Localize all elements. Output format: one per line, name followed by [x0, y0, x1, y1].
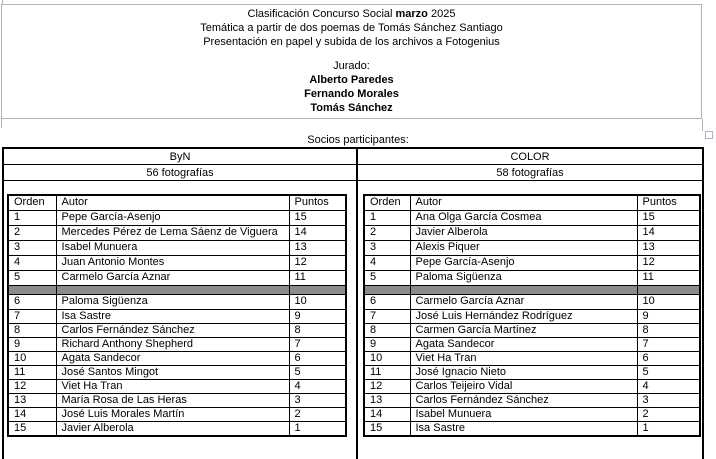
- orden-cell: 11: [8, 365, 56, 379]
- jury-member: Alberto Paredes: [309, 74, 394, 86]
- separator-row: [8, 285, 346, 294]
- autor-cell: Javier Alberola: [56, 421, 289, 436]
- orden-cell: 15: [8, 421, 56, 436]
- puntos-cell: 12: [637, 255, 700, 270]
- puntos-column-header: Puntos: [637, 195, 700, 210]
- puntos-cell: 9: [289, 309, 346, 323]
- autor-cell: Agata Sandecor: [56, 351, 289, 365]
- spacer: [2, 49, 701, 59]
- autor-cell: Agata Sandecor: [410, 337, 637, 351]
- table-row: [364, 255, 700, 270]
- photo-count-byn: 56 fotografías: [4, 165, 356, 181]
- separator-cell: [8, 285, 56, 294]
- orden-column-header: Orden: [364, 195, 410, 210]
- autor-cell: Juan Antonio Montes: [56, 255, 289, 270]
- orden-cell: 9: [8, 337, 56, 351]
- orden-cell: 6: [8, 294, 56, 309]
- column-header-row: [364, 195, 700, 210]
- puntos-cell: 3: [637, 393, 700, 407]
- table-row: [364, 309, 700, 323]
- puntos-cell: 13: [637, 240, 700, 255]
- jury-member: Fernando Morales: [304, 88, 399, 100]
- orden-cell: 5: [364, 270, 410, 285]
- autor-column-header: Autor: [410, 195, 637, 210]
- header-box: [1, 4, 702, 119]
- orden-cell: 12: [364, 379, 410, 393]
- jury-member: Tomás Sánchez: [310, 102, 393, 114]
- section-color: [358, 149, 702, 459]
- table-row: [8, 351, 346, 365]
- table-row: [8, 407, 346, 421]
- document-title: Clasificación Concurso Social marzo 2025: [247, 8, 456, 20]
- orden-cell: 4: [8, 255, 56, 270]
- document-subtitle-presentation: Presentación en papel y subida de los archivos a Fotogenius: [203, 36, 500, 48]
- autor-cell: Carmen García Martínez: [410, 323, 637, 337]
- separator-row: [364, 285, 700, 294]
- autor-cell: Javier Alberola: [410, 225, 637, 240]
- table-row: [364, 270, 700, 285]
- puntos-cell: 10: [289, 294, 346, 309]
- table-row: [8, 309, 346, 323]
- orden-cell: 8: [8, 323, 56, 337]
- puntos-cell: 8: [637, 323, 700, 337]
- table-row: [8, 379, 346, 393]
- table-row: [364, 294, 700, 309]
- autor-cell: Isabel Munuera: [410, 407, 637, 421]
- orden-cell: 12: [8, 379, 56, 393]
- orden-cell: 2: [8, 225, 56, 240]
- separator-cell: [364, 285, 410, 294]
- table-row: [8, 393, 346, 407]
- separator-cell: [410, 285, 637, 294]
- orden-cell: 10: [364, 351, 410, 365]
- table-row: [364, 421, 700, 436]
- orden-cell: 1: [364, 210, 410, 225]
- puntos-cell: 7: [289, 337, 346, 351]
- ranking-table-color: [363, 194, 701, 437]
- photo-count-color: 58 fotografías: [358, 165, 702, 181]
- orden-cell: 2: [364, 225, 410, 240]
- autor-cell: María Rosa de Las Heras: [56, 393, 289, 407]
- table-row: [364, 225, 700, 240]
- puntos-cell: 1: [637, 421, 700, 436]
- table-row: [8, 421, 346, 436]
- orden-cell: 14: [8, 407, 56, 421]
- puntos-cell: 6: [637, 351, 700, 365]
- orden-column-header: Orden: [8, 195, 56, 210]
- puntos-cell: 14: [637, 225, 700, 240]
- autor-cell: Carmelo García Aznar: [56, 270, 289, 285]
- orden-cell: 6: [364, 294, 410, 309]
- table-row: [364, 351, 700, 365]
- puntos-cell: 11: [289, 270, 346, 285]
- page-frame-stub-right: [702, 119, 703, 131]
- separator-cell: [56, 285, 289, 294]
- autor-cell: Ana Olga García Cosmea: [410, 210, 637, 225]
- orden-cell: 7: [364, 309, 410, 323]
- separator-cell: [289, 285, 346, 294]
- orden-cell: 13: [8, 393, 56, 407]
- puntos-cell: 6: [289, 351, 346, 365]
- puntos-cell: 12: [289, 255, 346, 270]
- orden-cell: 15: [364, 421, 410, 436]
- puntos-cell: 1: [289, 421, 346, 436]
- puntos-cell: 8: [289, 323, 346, 337]
- table-row: [364, 393, 700, 407]
- puntos-cell: 15: [637, 210, 700, 225]
- autor-cell: Isa Sastre: [410, 421, 637, 436]
- orden-cell: 5: [8, 270, 56, 285]
- autor-cell: Pepe García-Asenjo: [56, 210, 289, 225]
- autor-cell: Isa Sastre: [56, 309, 289, 323]
- table-row: [364, 210, 700, 225]
- puntos-cell: 7: [637, 337, 700, 351]
- table-row: [8, 240, 346, 255]
- puntos-cell: 2: [637, 407, 700, 421]
- puntos-cell: 10: [637, 294, 700, 309]
- table-row: [364, 379, 700, 393]
- puntos-cell: 5: [637, 365, 700, 379]
- document-subtitle-theme: Temática a partir de dos poemas de Tomás Sánchez Santiago: [200, 22, 503, 34]
- puntos-cell: 14: [289, 225, 346, 240]
- autor-cell: Viet Ha Tran: [410, 351, 637, 365]
- table-row: [8, 365, 346, 379]
- puntos-cell: 4: [637, 379, 700, 393]
- ranking-wrap-byn: [7, 194, 356, 437]
- autor-cell: José Ignacio Nieto: [410, 365, 637, 379]
- table-row: [8, 270, 346, 285]
- table-row: [8, 255, 346, 270]
- ranking-wrap-color: [363, 194, 702, 437]
- table-row: [364, 407, 700, 421]
- puntos-cell: 2: [289, 407, 346, 421]
- orden-cell: 7: [8, 309, 56, 323]
- table-row: [8, 210, 346, 225]
- category-header-byn: ByN: [4, 149, 356, 165]
- orden-cell: 1: [8, 210, 56, 225]
- autor-column-header: Autor: [56, 195, 289, 210]
- puntos-cell: 11: [637, 270, 700, 285]
- autor-cell: Carlos Teijeiro Vidal: [410, 379, 637, 393]
- table-row: [364, 323, 700, 337]
- autor-cell: José Santos Mingot: [56, 365, 289, 379]
- autor-cell: Carlos Fernández Sánchez: [410, 393, 637, 407]
- puntos-column-header: Puntos: [289, 195, 346, 210]
- autor-cell: José Luis Morales Martín: [56, 407, 289, 421]
- puntos-cell: 3: [289, 393, 346, 407]
- orden-cell: 3: [8, 240, 56, 255]
- jury-label: Jurado:: [333, 60, 370, 72]
- autor-cell: Richard Anthony Shepherd: [56, 337, 289, 351]
- ranking-table-byn: [7, 194, 347, 437]
- section-byn: [4, 149, 358, 459]
- table-row: [8, 225, 346, 240]
- orden-cell: 10: [8, 351, 56, 365]
- puntos-cell: 13: [289, 240, 346, 255]
- autor-cell: Viet Ha Tran: [56, 379, 289, 393]
- page-frame-stub-left: [1, 119, 2, 128]
- orden-cell: 8: [364, 323, 410, 337]
- autor-cell: Carlos Fernández Sánchez: [56, 323, 289, 337]
- table-row: [8, 294, 346, 309]
- orden-cell: 4: [364, 255, 410, 270]
- autor-cell: Paloma Sigüenza: [410, 270, 637, 285]
- autor-cell: Carmelo García Aznar: [410, 294, 637, 309]
- puntos-cell: 15: [289, 210, 346, 225]
- category-header-color: COLOR: [358, 149, 702, 165]
- table-row: [8, 323, 346, 337]
- orden-cell: 9: [364, 337, 410, 351]
- table-row: [364, 337, 700, 351]
- separator-cell: [637, 285, 700, 294]
- column-header-row: [8, 195, 346, 210]
- orden-cell: 3: [364, 240, 410, 255]
- autor-cell: Pepe García-Asenjo: [410, 255, 637, 270]
- orden-cell: 14: [364, 407, 410, 421]
- table-row: [8, 337, 346, 351]
- autor-cell: Isabel Munuera: [56, 240, 289, 255]
- results-table: [2, 147, 704, 459]
- puntos-cell: 9: [637, 309, 700, 323]
- orden-cell: 13: [364, 393, 410, 407]
- orden-cell: 11: [364, 365, 410, 379]
- participants-label: Socios participantes:: [307, 134, 409, 146]
- puntos-cell: 5: [289, 365, 346, 379]
- table-row: [364, 240, 700, 255]
- autor-cell: Paloma Sigüenza: [56, 294, 289, 309]
- autor-cell: José Luis Hernández Rodríguez: [410, 309, 637, 323]
- autor-cell: Alexis Piquer: [410, 240, 637, 255]
- autor-cell: Mercedes Pérez de Lema Sáenz de Viguera: [56, 225, 289, 240]
- puntos-cell: 4: [289, 379, 346, 393]
- table-row: [364, 365, 700, 379]
